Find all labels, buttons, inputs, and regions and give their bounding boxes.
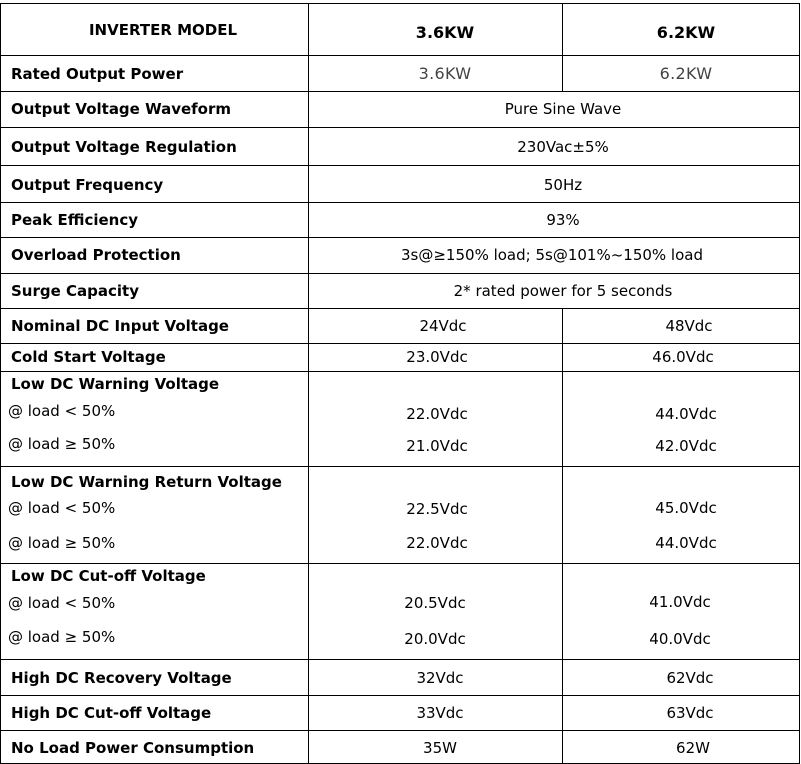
cell-value: 41.0Vdc <box>649 593 711 611</box>
cell-value: 46.0Vdc <box>652 348 714 366</box>
column-divider <box>308 3 309 764</box>
cell-value: Pure Sine Wave <box>504 100 622 118</box>
sub-label: @ load < 50% <box>8 402 116 420</box>
cell-value: 23.0Vdc <box>406 348 468 366</box>
row-label: Output Voltage Waveform <box>11 100 232 118</box>
cell-value: 22.0Vdc <box>406 534 468 552</box>
row-label: Surge Capacity <box>11 282 139 300</box>
cell-value: 2* rated power for 5 seconds <box>453 282 673 300</box>
row-divider <box>0 695 800 696</box>
header-model-b: 6.2KW <box>656 23 716 42</box>
cell-value: 3.6KW <box>418 64 472 83</box>
sub-label: @ load ≥ 50% <box>8 534 116 552</box>
cell-value: 44.0Vdc <box>655 405 717 423</box>
cell-value: 33Vdc <box>416 704 464 722</box>
header-model-a: 3.6KW <box>415 23 475 42</box>
cell-value: 35W <box>423 739 457 757</box>
row-label: High DC Recovery Voltage <box>11 669 232 687</box>
cell-value: 40.0Vdc <box>649 630 711 648</box>
row-label: Nominal DC Input Voltage <box>11 317 229 335</box>
row-divider <box>0 55 800 56</box>
cell-value: 63Vdc <box>666 704 714 722</box>
row-divider <box>0 563 800 564</box>
row-divider <box>0 3 800 4</box>
cell-value: 62Vdc <box>666 669 714 687</box>
sub-label: @ load < 50% <box>8 594 116 612</box>
row-label: No Load Power Consumption <box>11 739 255 757</box>
cell-value: 44.0Vdc <box>655 534 717 552</box>
row-label: Low DC Cut-off Voltage <box>11 567 206 585</box>
row-divider <box>0 659 800 660</box>
row-divider <box>0 466 800 467</box>
cell-value: 20.5Vdc <box>404 594 466 612</box>
row-divider <box>0 127 800 128</box>
cell-value: 3s@≥150% load; 5s@101%~150% load <box>401 246 703 264</box>
row-label: Cold Start Voltage <box>11 348 166 366</box>
table-border <box>0 3 1 764</box>
row-label: Overload Protection <box>11 246 181 264</box>
sub-label: @ load < 50% <box>8 499 116 517</box>
row-divider <box>0 343 800 344</box>
cell-value: 50Hz <box>543 176 583 194</box>
sub-label: @ load ≥ 50% <box>8 435 116 453</box>
cell-value: 230Vac±5% <box>517 138 609 156</box>
row-divider <box>0 273 800 274</box>
row-divider <box>0 91 800 92</box>
row-divider <box>0 202 800 203</box>
cell-value: 21.0Vdc <box>406 437 468 455</box>
cell-value: 93% <box>546 211 580 229</box>
cell-value: 45.0Vdc <box>655 499 717 517</box>
header-label: INVERTER MODEL <box>88 21 238 39</box>
cell-value: 22.0Vdc <box>406 405 468 423</box>
table-border <box>799 3 800 764</box>
cell-value: 22.5Vdc <box>406 500 468 518</box>
row-label: Rated Output Power <box>11 65 184 83</box>
row-divider <box>0 237 800 238</box>
row-label: High DC Cut-off Voltage <box>11 704 212 722</box>
column-divider <box>562 3 563 92</box>
cell-value: 20.0Vdc <box>404 630 466 648</box>
cell-value: 48Vdc <box>665 317 713 335</box>
cell-value: 42.0Vdc <box>655 437 717 455</box>
cell-value: 62W <box>676 739 710 757</box>
cell-value: 6.2KW <box>659 64 713 83</box>
row-divider <box>0 308 800 309</box>
row-label: Low DC Warning Return Voltage <box>11 473 282 491</box>
cell-value: 32Vdc <box>416 669 464 687</box>
sub-label: @ load ≥ 50% <box>8 628 116 646</box>
row-label: Low DC Warning Voltage <box>11 375 220 393</box>
cell-value: 24Vdc <box>419 317 467 335</box>
row-label: Output Frequency <box>11 176 164 194</box>
row-divider <box>0 371 800 372</box>
row-divider <box>0 730 800 731</box>
row-divider <box>0 165 800 166</box>
row-label: Output Voltage Regulation <box>11 138 237 156</box>
row-label: Peak Efficiency <box>11 211 139 229</box>
